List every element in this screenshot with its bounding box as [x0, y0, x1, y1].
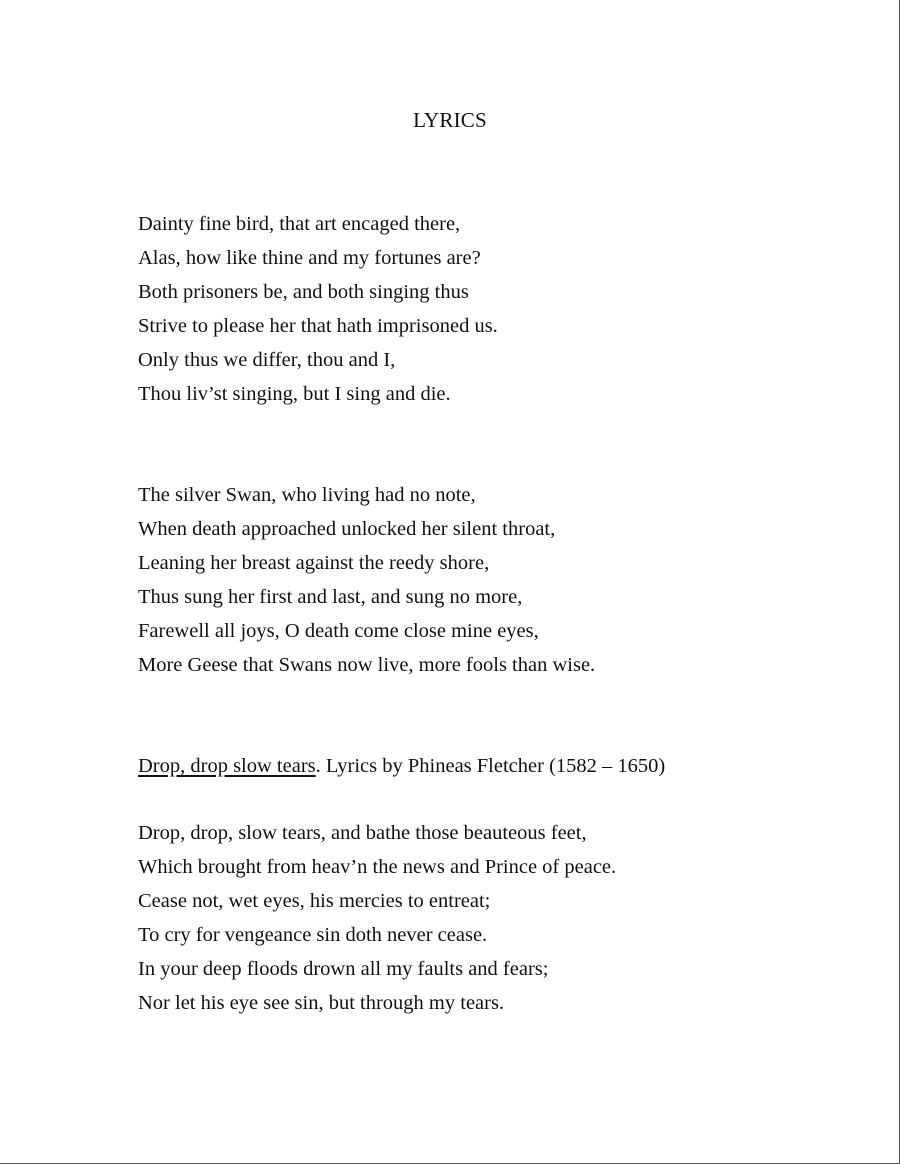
poem-line: Alas, how like thine and my fortunes are? — [138, 247, 481, 269]
poem-line: Strive to please her that hath imprisoned us. — [138, 315, 498, 337]
poem-title: Drop, drop slow tears — [138, 755, 316, 777]
poem-line: Cease not, wet eyes, his mercies to entreat; — [138, 890, 491, 912]
poem-line: Drop, drop, slow tears, and bathe those beauteous feet, — [138, 822, 587, 844]
poem-line: Thus sung her first and last, and sung no more, — [138, 586, 523, 608]
poem-line: Both prisoners be, and both singing thus — [138, 281, 469, 303]
poem-line: Nor let his eye see sin, but through my tears. — [138, 992, 505, 1014]
poem-line: Only thus we differ, thou and I, — [138, 349, 396, 371]
stanza-3 — [138, 816, 616, 1020]
poem-line: The silver Swan, who living had no note, — [138, 484, 476, 506]
poem-line: When death approached unlocked her silent throat, — [138, 518, 556, 540]
stanza-2 — [138, 478, 595, 682]
poem-line: Farewell all joys, O death come close mine eyes, — [138, 620, 539, 642]
poem-line: Thou liv’st singing, but I sing and die. — [138, 383, 451, 405]
stanza-1 — [138, 207, 498, 411]
poem-line: Which brought from heav’n the news and Prince of peace. — [138, 856, 617, 878]
page-title: LYRICS — [413, 108, 487, 132]
poem-line: Leaning her breast against the reedy shore, — [138, 552, 490, 574]
poem-heading — [138, 749, 665, 783]
poem-line: Dainty fine bird, that art encaged there, — [138, 213, 461, 235]
poem-line: To cry for vengeance sin doth never cease. — [138, 924, 488, 946]
poem-line: In your deep floods drown all my faults and fears; — [138, 958, 549, 980]
poem-line: More Geese that Swans now live, more fools than wise. — [138, 654, 596, 676]
poem-attribution: . Lyrics by Phineas Fletcher (1582 – 1650) — [315, 755, 666, 777]
